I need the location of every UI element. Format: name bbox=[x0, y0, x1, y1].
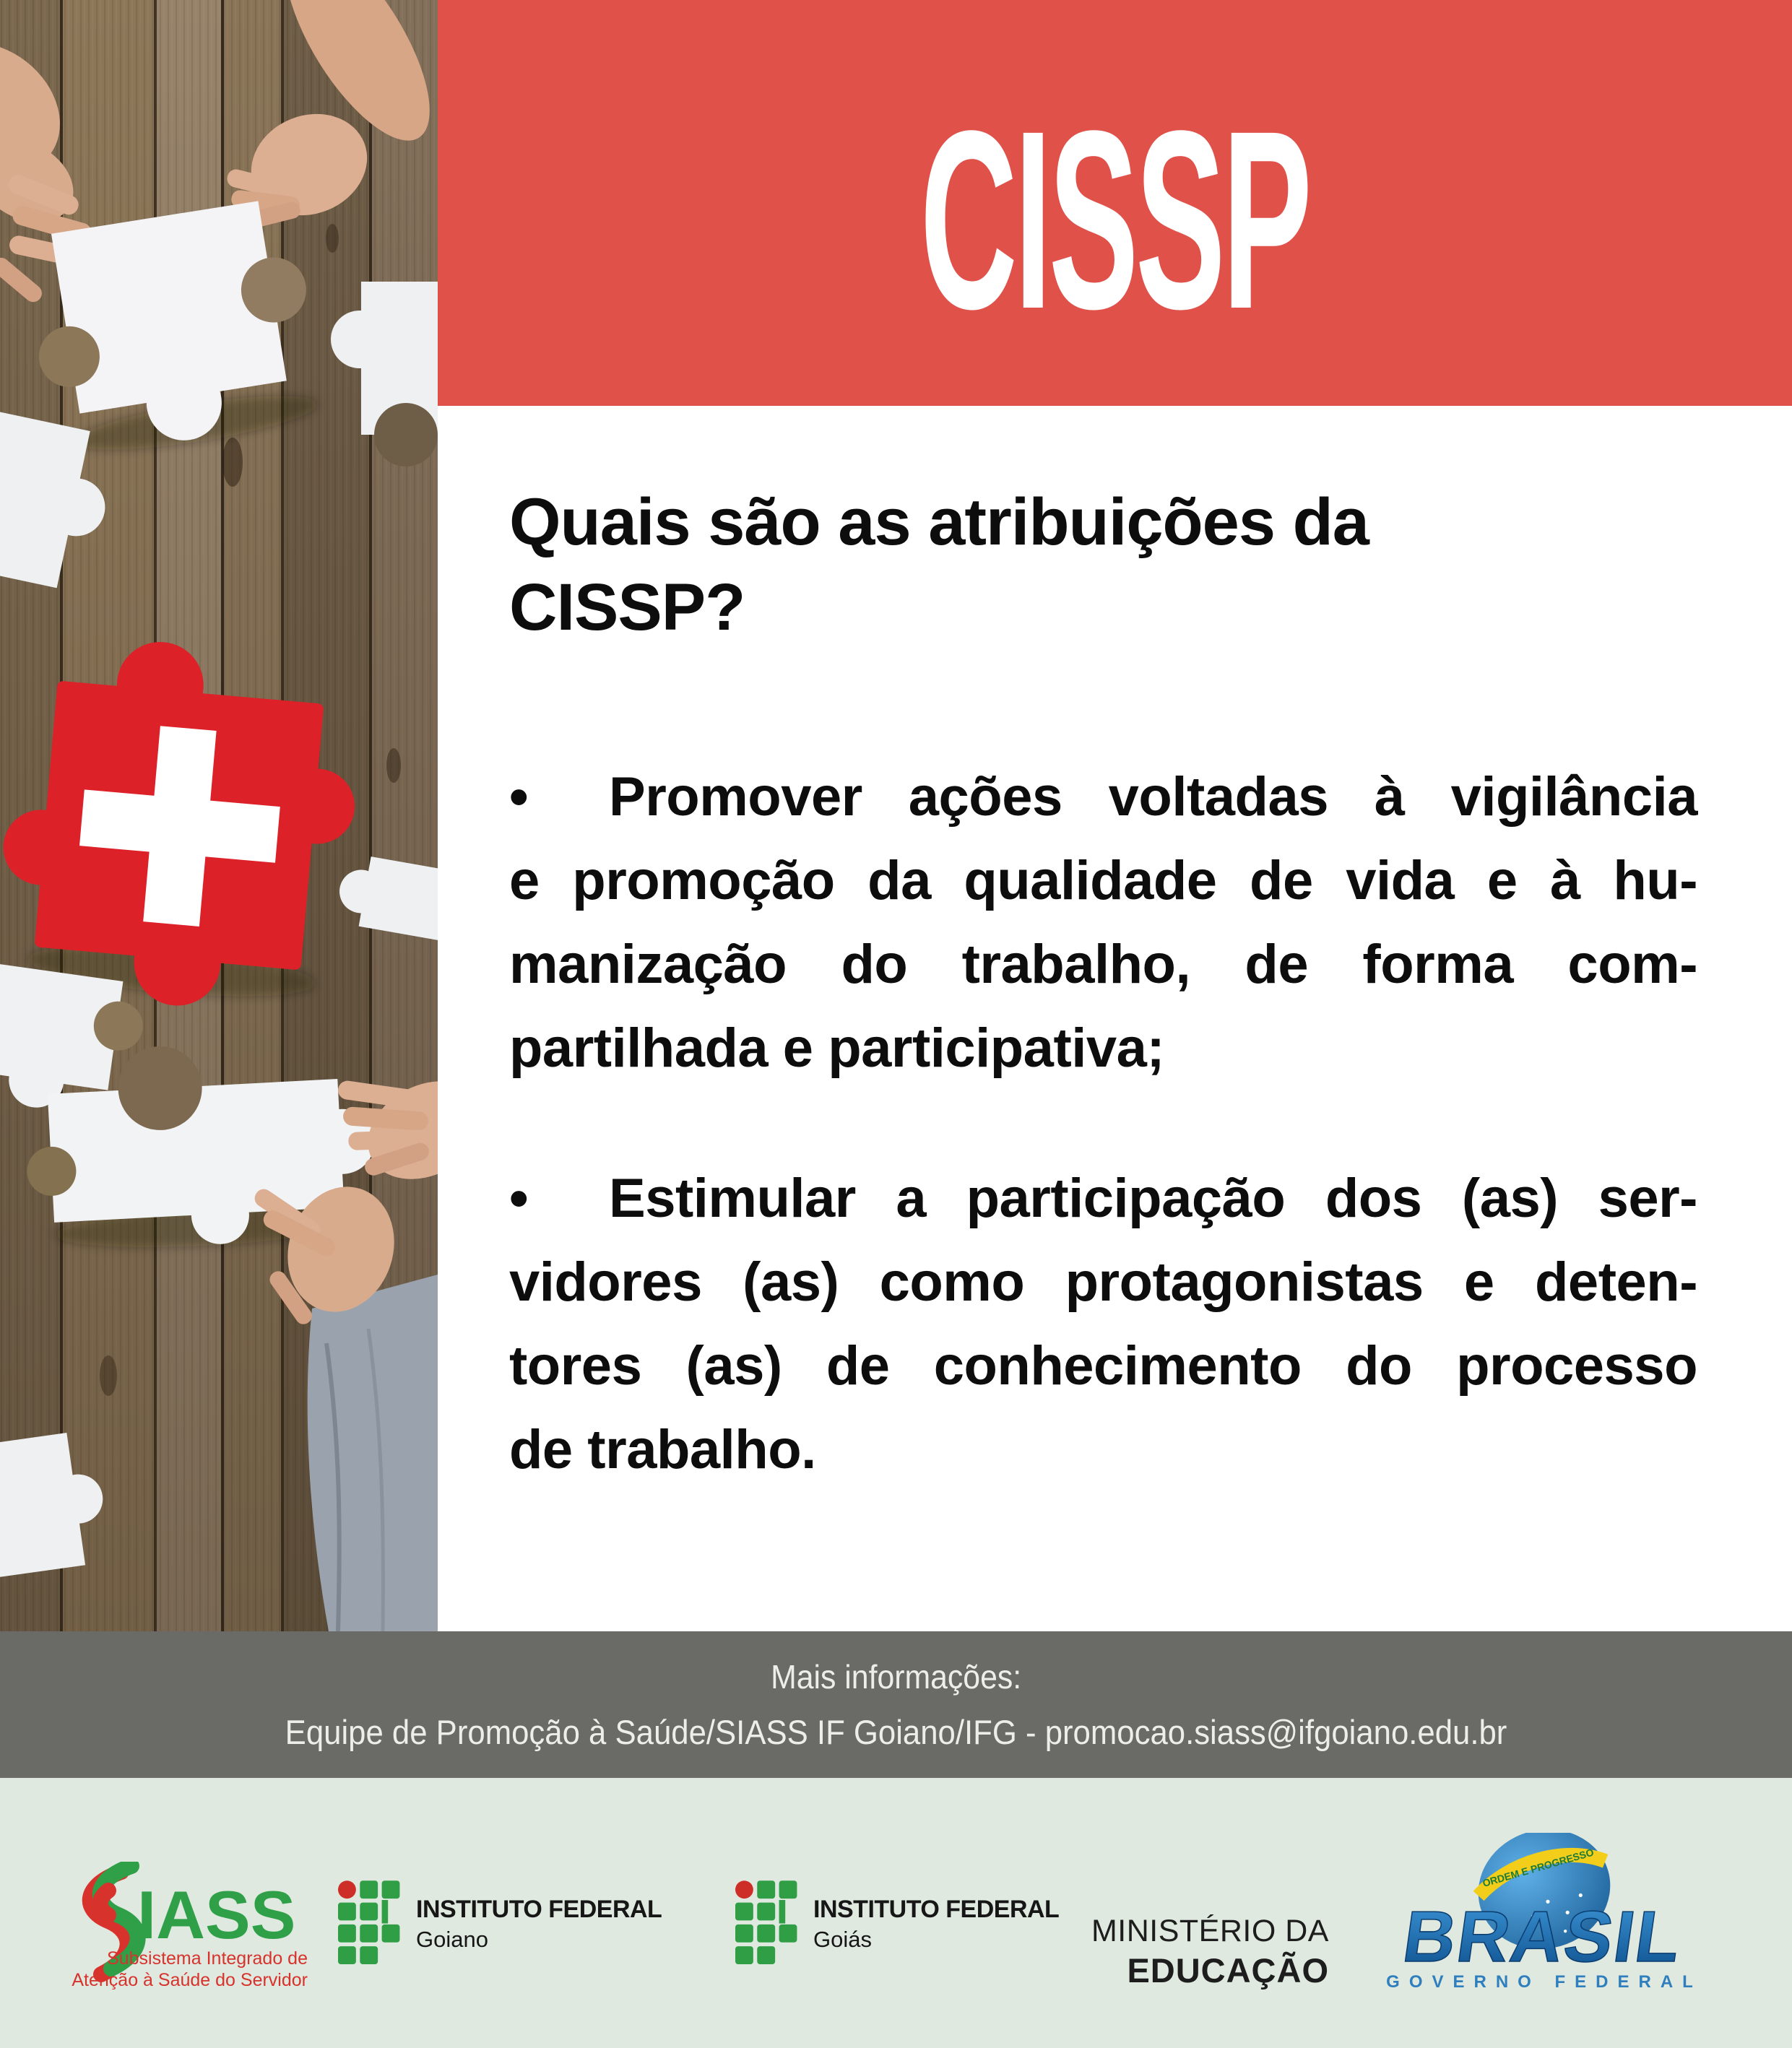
if-goias-text bbox=[813, 1896, 1059, 1953]
if-goias-campus: Goiás bbox=[813, 1926, 872, 1952]
bullet-item-2 bbox=[509, 1157, 1697, 1492]
if-goiano-logo bbox=[338, 1879, 662, 1969]
poster-header bbox=[438, 0, 1792, 406]
siass-tagline-line2: Atenção à Saúde do Servidor bbox=[72, 1970, 308, 1990]
brasil-governo-federal-logo bbox=[1364, 1833, 1725, 2003]
bullet-2-text-1: Estimular a participação dos (as) ser- bbox=[609, 1168, 1697, 1229]
bullet-1-line-4: partilhada e participativa; bbox=[509, 1018, 1165, 1079]
siass-logo bbox=[65, 1862, 311, 2003]
question-heading-line1: Quais são as atribuições da bbox=[509, 485, 1369, 559]
info-bar-contact: Equipe de Promoção à Saúde/SIASS IF Goiano/IFG - promocao.siass@ifgoiano.edu.br bbox=[285, 1713, 1507, 1751]
bullet-1-text-1: Promover ações voltadas à vigilância bbox=[609, 766, 1697, 828]
info-bar-title: Mais informações: bbox=[770, 1658, 1022, 1696]
bullet-1-line-1 bbox=[509, 755, 1697, 839]
globe-banner-text: ORDEM E PROGRESSO bbox=[1481, 1846, 1596, 1889]
bullet-marker: • bbox=[509, 1168, 529, 1229]
if-goiano-text bbox=[416, 1896, 662, 1953]
poster-body bbox=[438, 406, 1792, 1631]
bullet-marker: • bbox=[509, 766, 529, 828]
teamwork-puzzle-photo bbox=[0, 0, 438, 1631]
bullet-2-line-1 bbox=[509, 1157, 1697, 1241]
mec-line1: MINISTÉRIO DA bbox=[1091, 1914, 1329, 1948]
body-text-column bbox=[509, 480, 1697, 1492]
siass-tagline-line1: Subsistema Integrado de bbox=[107, 1948, 308, 1969]
svg-text:BRASIL: BRASIL bbox=[1398, 1896, 1687, 1977]
bullet-1-line-3: manização do trabalho, de forma com- bbox=[509, 934, 1697, 995]
contact-info-bar bbox=[0, 1631, 1792, 1778]
logo-footer bbox=[0, 1778, 1792, 2048]
mec-line2: EDUCAÇÃO bbox=[1127, 1951, 1329, 1990]
if-goiano-name: INSTITUTO FEDERAL bbox=[416, 1895, 662, 1923]
brasil-wordmark bbox=[1398, 1896, 1687, 1977]
puzzle-photo-graphic bbox=[0, 0, 438, 1631]
governo-federal-text: GOVERNO FEDERAL bbox=[1386, 1972, 1702, 1992]
question-heading bbox=[509, 480, 1697, 650]
bullet-item-1 bbox=[509, 755, 1697, 1090]
if-blocks-icon bbox=[338, 1879, 400, 1969]
bullet-2-line-4: de trabalho. bbox=[509, 1419, 816, 1480]
bullet-list bbox=[509, 755, 1697, 1492]
if-goias-name: INSTITUTO FEDERAL bbox=[813, 1895, 1060, 1923]
bullet-2-line-3: tores (as) de conhecimento do processo bbox=[509, 1335, 1697, 1397]
if-goias-logo bbox=[735, 1879, 1059, 1969]
siass-wordmark: IASS bbox=[137, 1877, 296, 1953]
bullet-2-line-2: vidores (as) como protagonistas e deten- bbox=[509, 1251, 1697, 1313]
if-blocks-icon bbox=[735, 1879, 797, 1969]
if-goiano-campus: Goiano bbox=[416, 1926, 488, 1952]
mec-logo bbox=[1068, 1914, 1329, 1990]
question-heading-line2: CISSP? bbox=[509, 570, 745, 644]
page-title: CISSP bbox=[920, 77, 1310, 362]
bullet-1-line-2: e promoção da qualidade de vida e à hu- bbox=[509, 850, 1697, 911]
